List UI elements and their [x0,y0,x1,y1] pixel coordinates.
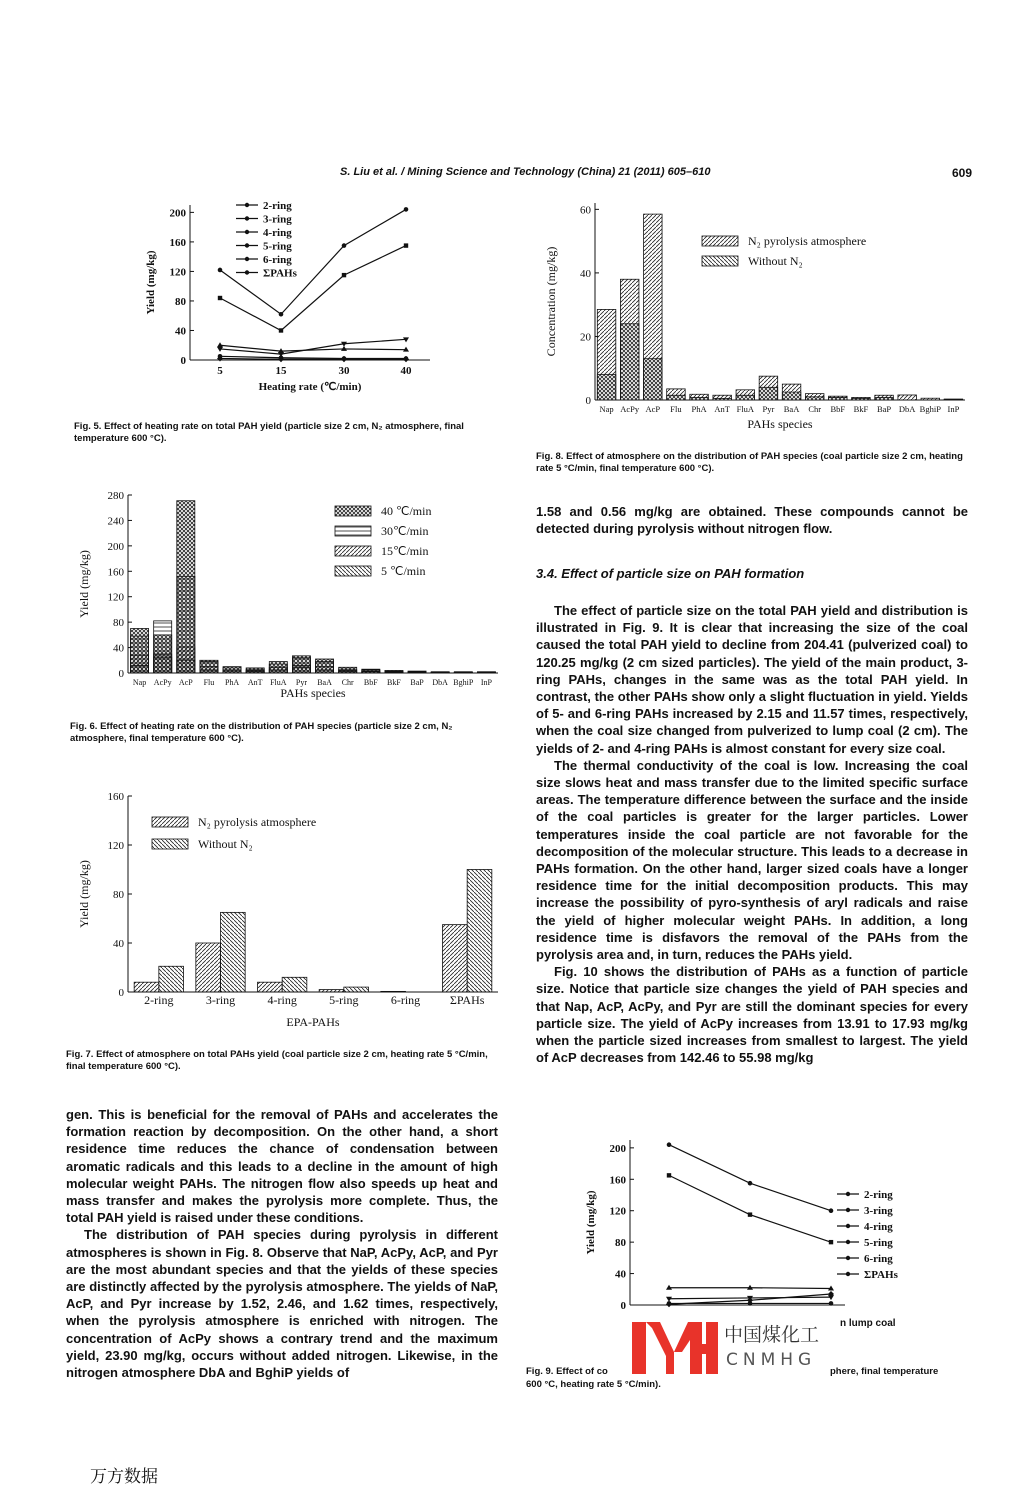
legend-label: 40 ℃/min [381,504,432,518]
legend-swatch [335,546,371,556]
x-tick-label: BkF [387,678,401,687]
legend-swatch [152,817,188,827]
x-tick-label: AcPy [153,678,172,687]
x-tick-label: 3-ring [205,993,236,1007]
data-point [666,1301,672,1307]
legend-swatch [702,236,738,246]
bar [246,672,264,673]
legend-marker [846,1256,850,1260]
x-tick-label: Nap [132,678,147,687]
y-tick-label: 60 [580,204,591,217]
legend-label: 30℃/min [381,524,429,538]
bar [159,966,184,992]
bar [200,670,218,673]
y-tick-label: 120 [169,266,186,279]
y-axis-label: Yield (mg/kg) [77,860,91,928]
y-tick-label: 120 [107,840,124,852]
y-tick-label: 40 [113,642,124,655]
fig7-chart [70,780,510,1040]
y-axis-label: Yield (mg/kg) [585,1190,597,1255]
data-point [217,342,223,347]
x-tick-label: DbA [898,404,916,414]
fig9-caption-c: 600 °C, heating rate 5 °C/min). [526,1379,661,1390]
legend-label: 5-ring [263,240,292,253]
section-heading: 3.4. Effect of particle size on PAH formation [536,566,805,581]
x-tick-label: InP [947,404,960,414]
legend-marker [245,230,249,234]
y-tick-label: 120 [609,1205,626,1218]
x-tick-label: PhA [224,678,240,687]
x-axis-label: Heating rate (℃/min) [258,381,362,393]
bar [339,672,357,673]
page-number: 609 [952,166,973,180]
legend-swatch [335,506,371,516]
bar [258,982,283,992]
legend-label: 6-ring [864,1253,893,1265]
watermark-cn: 中国煤化工 [724,1324,820,1346]
x-tick-label: AcP [645,404,661,414]
bar [759,387,778,400]
right-paragraph-2: The thermal conductivity of the coal is low. Increasing the coal size slows heat and mass transfer due to the limited specific surface areas. The temperature difference between the surface and the inside of the coal particles is greater for the larger particles. Lower temperatures inside the coal particle are not favorable for the decomposition of the molecular structure. This leads to a decrease in PAHs formation. On the other hand, larger sized coals have a longer residence time for the initial decomposition products. This may increase the possibility of pyro-synthesis of aryl radicals and raise the yield of higher molecular weight PAHs. In addition, a long residence time is disfavors the removal of the PAHs from the pyrolysis area and, in turn, reduces the PAHs yield. [536,757,968,963]
legend-label: N₂ pyrolysis atmosphere [748,234,867,248]
bar [344,987,369,992]
legend-label: 2-ring [263,200,292,212]
y-tick-label: 0 [118,668,124,680]
x-axis-label: EPA-PAHs [286,1015,340,1029]
y-tick-label: 160 [107,566,124,579]
data-point [829,1208,834,1213]
bar [131,665,149,673]
y-tick-label: 80 [175,295,186,308]
y-axis-label: Yield (mg/kg) [145,250,157,315]
y-tick-label: 200 [169,207,186,220]
fig5-caption: Fig. 5. Effect of heating rate on total PAH yield (particle size 2 cm, N₂ atmosphere, final temperature 600 °C). [74,421,464,444]
legend-marker [846,1272,850,1276]
running-header: S. Liu et al. / Mining Science and Technology (China) 21 (2011) 605–610 [340,166,711,178]
fig8-chart [540,195,980,440]
x-tick-label: BaP [410,678,424,687]
legend-label: 15℃/min [381,544,429,558]
x-tick-label: 4-ring [267,993,297,1007]
data-point [667,1142,672,1147]
x-tick-label: Nap [599,404,614,414]
y-axis-label: Yield (mg/kg) [77,550,91,618]
bar [177,660,195,673]
legend-marker [846,1192,850,1196]
legend-marker [245,243,249,247]
watermark-logo [630,1318,840,1376]
y-tick-label: 80 [113,617,124,630]
legend-label: 2-ring [864,1189,893,1201]
right-paragraph-1: The effect of particle size on the total PAH yield and distribution is illustrated in Fig. 9. It is clear that increasing the size of the coal caused the total PAH yield to decline from 204.41 (pulverized coal) to 120.25 mg/kg (2 cm sized particles). The yield of the main product, 3-ring PAHs, changes in the same was as the total PAH yield. In contrast, the other PAHs show only a slight fluctuation in yield. Yields of 5- and 6-ring PAHs increased by 2.15 and 11.57 times, respectively, when the coal size changed from pulverized to lump coal (2 cm). The yields of 2- and 4-ring PAHs is almost constant for every size coal. [536,603,968,756]
data-point [342,243,347,248]
x-tick-label: DbA [432,678,448,687]
bar [620,324,639,400]
x-tick-label: Pyr [762,404,775,414]
legend-marker [245,270,249,274]
bar [431,672,449,673]
data-point [403,356,409,362]
fig9-chart [575,1128,935,1328]
legend-marker [846,1240,850,1244]
bar [644,359,663,400]
x-tick-label: 5-ring [329,993,359,1007]
fig9-caption-a: Fig. 9. Effect of co [526,1366,608,1377]
x-tick-label: FluA [736,404,755,414]
y-tick-label: 200 [107,540,124,553]
fig8-caption: Fig. 8. Effect of atmosphere on the distribution of PAH species (coal particle size 2 cm, heating rate 5 °C/min, final temperature 600 °C). [536,451,963,474]
y-tick-label: 40 [615,1268,626,1281]
bar [385,672,403,673]
bar [196,943,221,992]
fig6-caption: Fig. 6. Effect of heating rate on the distribution of PAH species (particle size 2 cm, N₂ atmosphere, final temperature 600 °C). [70,721,453,744]
x-tick-label: 6-ring [390,993,421,1007]
y-tick-label: 0 [180,355,186,367]
bar [667,395,686,400]
legend-label: ΣPAHs [864,1269,898,1281]
legend-swatch [335,526,371,536]
x-axis-label: PAHs species [747,417,813,431]
series-line [220,356,406,358]
legend-label: 3-ring [864,1205,893,1217]
bar [454,672,472,673]
wanfang-watermark: 万方数据 [90,1467,158,1487]
x-tick-label: ΣPAHs [449,993,485,1007]
legend-label: 3-ring [263,213,292,226]
y-tick-label: 160 [169,236,186,249]
fig9-legend-fragment: n lump coal [840,1318,896,1329]
bar [134,982,159,992]
bar [597,375,616,400]
left-paragraph-2: The distribution of PAH species during pyrolysis in different atmospheres is shown in Fig. 8. Observe that NaP, AcPy, AcP, and Pyr are the most abundant species and that the yields of these species are distinctly affected by the pyrolysis atmosphere. The yields of NaP, AcP, and Pyr increase by 1.52, 2.46, and 1.62 times, respectively, when the pyrolysis atmosphere is enriched with nitrogen. The concentration of AcPy shows a contrary trend and the maximum yield, 23.90 mg/kg, occurs without added nitrogen. Likewise, in the nitrogen atmosphere DbA and BghiP yields of [66,1227,498,1381]
x-tick-label: BaA [317,678,332,687]
series-line [220,339,406,354]
data-point [279,312,284,317]
data-point [218,296,222,300]
x-axis-label: PAHs species [280,686,346,700]
x-tick-label: AnT [247,678,263,687]
fig9-caption-b: phere, final temperature [830,1366,939,1377]
left-column-text [66,1106,498,1381]
bar [154,657,172,673]
bar [805,397,824,400]
y-axis-label: Concentration (mg/kg) [544,246,558,357]
legend-label: 4-ring [263,227,292,239]
x-tick-label: FluA [270,678,287,687]
fig6-chart [70,485,520,710]
series-line [669,1145,831,1211]
legend-swatch [335,566,371,576]
x-tick-label: BbF [830,404,846,414]
bar [362,672,380,673]
x-tick-label: BghiP [453,678,474,687]
bar [319,990,344,992]
legend-swatch [152,839,188,849]
x-tick-label: 5 [217,365,223,377]
y-tick-label: 0 [585,395,591,407]
x-tick-label: AnT [714,404,730,414]
data-point [829,1301,834,1306]
y-tick-label: 160 [609,1174,626,1187]
right-paragraph-0: 1.58 and 0.56 mg/kg are obtained. These compounds cannot be detected during pyrolysis without nitrogen flow. [536,504,968,537]
data-point [404,207,409,212]
legend-label: 5 ℃/min [381,564,426,578]
data-point [218,268,223,273]
x-tick-label: Chr [808,404,822,414]
right-column-text [536,602,968,1066]
y-tick-label: 40 [580,267,591,280]
y-tick-label: 0 [118,987,124,999]
data-point [404,243,408,247]
x-tick-label: 30 [338,365,350,377]
series-line [220,345,406,351]
legend-marker [245,257,249,261]
x-tick-label: BghiP [919,404,941,414]
data-point [279,328,283,332]
x-tick-label: Pyr [295,678,307,687]
data-point [748,1212,752,1216]
x-tick-label: InP [480,678,492,687]
y-tick-label: 40 [113,938,124,950]
y-tick-label: 80 [615,1237,626,1250]
bar [782,392,801,400]
legend-label: ΣPAHs [263,267,297,280]
x-tick-label: 2-ring [144,993,174,1007]
logo-mark-icon [630,1318,720,1376]
bar [282,977,307,992]
x-tick-label: 15 [275,365,287,377]
y-tick-label: 80 [113,889,124,901]
legend-swatch [702,256,738,266]
legend-marker [846,1208,850,1212]
x-tick-label: BaA [783,404,800,414]
data-point [342,273,346,277]
bar [852,398,871,400]
legend-marker [245,203,249,207]
bar [221,912,246,992]
legend-label: 4-ring [864,1221,893,1233]
legend-marker [245,216,249,220]
y-tick-label: 280 [107,490,124,502]
legend-marker [846,1224,850,1228]
right-paragraph-3: Fig. 10 shows the distribution of PAHs as a function of particle size. Notice that particle size changes the yield of PAH species and that Nap, AcP, AcPy, and Pyr are still the dominant species for every particle size. The yield of AcPy increases from 13.91 to 17.93 mg/kg when the particle sized increases from smallest to largest. The yield of AcP decreases from 142.46 to 55.98 mg/kg [536,964,968,1066]
bar [690,397,709,400]
bar [944,399,963,400]
x-tick-label: PhA [691,404,707,414]
bar [736,395,755,400]
x-tick-label: BbF [363,678,378,687]
legend-label: N₂ pyrolysis atmosphere [198,815,317,829]
data-point [748,1181,753,1186]
y-tick-label: 160 [107,791,124,803]
bar [223,671,241,673]
x-tick-label: BaP [876,404,892,414]
y-tick-label: 200 [609,1142,626,1155]
x-tick-label: Chr [341,678,354,687]
bar [292,668,310,673]
x-tick-label: 40 [400,365,412,377]
x-tick-label: BkF [853,404,869,414]
fig7-caption: Fig. 7. Effect of atmosphere on total PAHs yield (coal particle size 2 cm, heating rate 5 °C/min, final temperature 600 °C). [66,1049,488,1072]
fig5-chart [110,195,430,410]
bar [381,991,406,992]
series-line [220,209,406,314]
data-point [829,1240,833,1244]
x-tick-label: AcP [178,678,193,687]
bar [443,925,468,992]
legend-label: 5-ring [864,1237,893,1249]
y-tick-label: 240 [107,515,124,528]
legend-label: Without N₂ [198,837,253,851]
x-tick-label: AcPy [620,404,640,414]
x-tick-label: Flu [670,404,682,414]
bar [408,672,426,673]
y-tick-label: 40 [175,325,186,338]
bar [921,398,940,400]
bar [269,670,287,673]
bar [713,398,732,400]
bar [898,395,917,400]
bar [316,670,334,673]
bar [477,672,495,673]
data-point [341,356,347,362]
bar [467,870,492,993]
y-tick-label: 120 [107,591,124,604]
watermark-en: CNMHG [726,1350,817,1370]
legend-label: 6-ring [263,254,292,266]
bar [829,397,848,400]
bar [875,397,894,400]
x-tick-label: Flu [203,678,215,687]
data-point [667,1173,671,1177]
y-tick-label: 20 [580,331,591,344]
y-tick-label: 0 [620,1300,626,1312]
left-paragraph-1: gen. This is beneficial for the removal of PAHs and accelerates the formation reaction by decomposition. On the other hand, a short residence time reduces the chance of condensation between aromatic radicals and this leads to a decline in the amount of high molecular weight PAHs. The nitrogen flow also speeds up heat and mass transfer and makes the pyrolysis more complete. Thus, the total PAH yield is raised under these conditions. [66,1107,498,1226]
legend-label: Without N₂ [748,254,803,268]
